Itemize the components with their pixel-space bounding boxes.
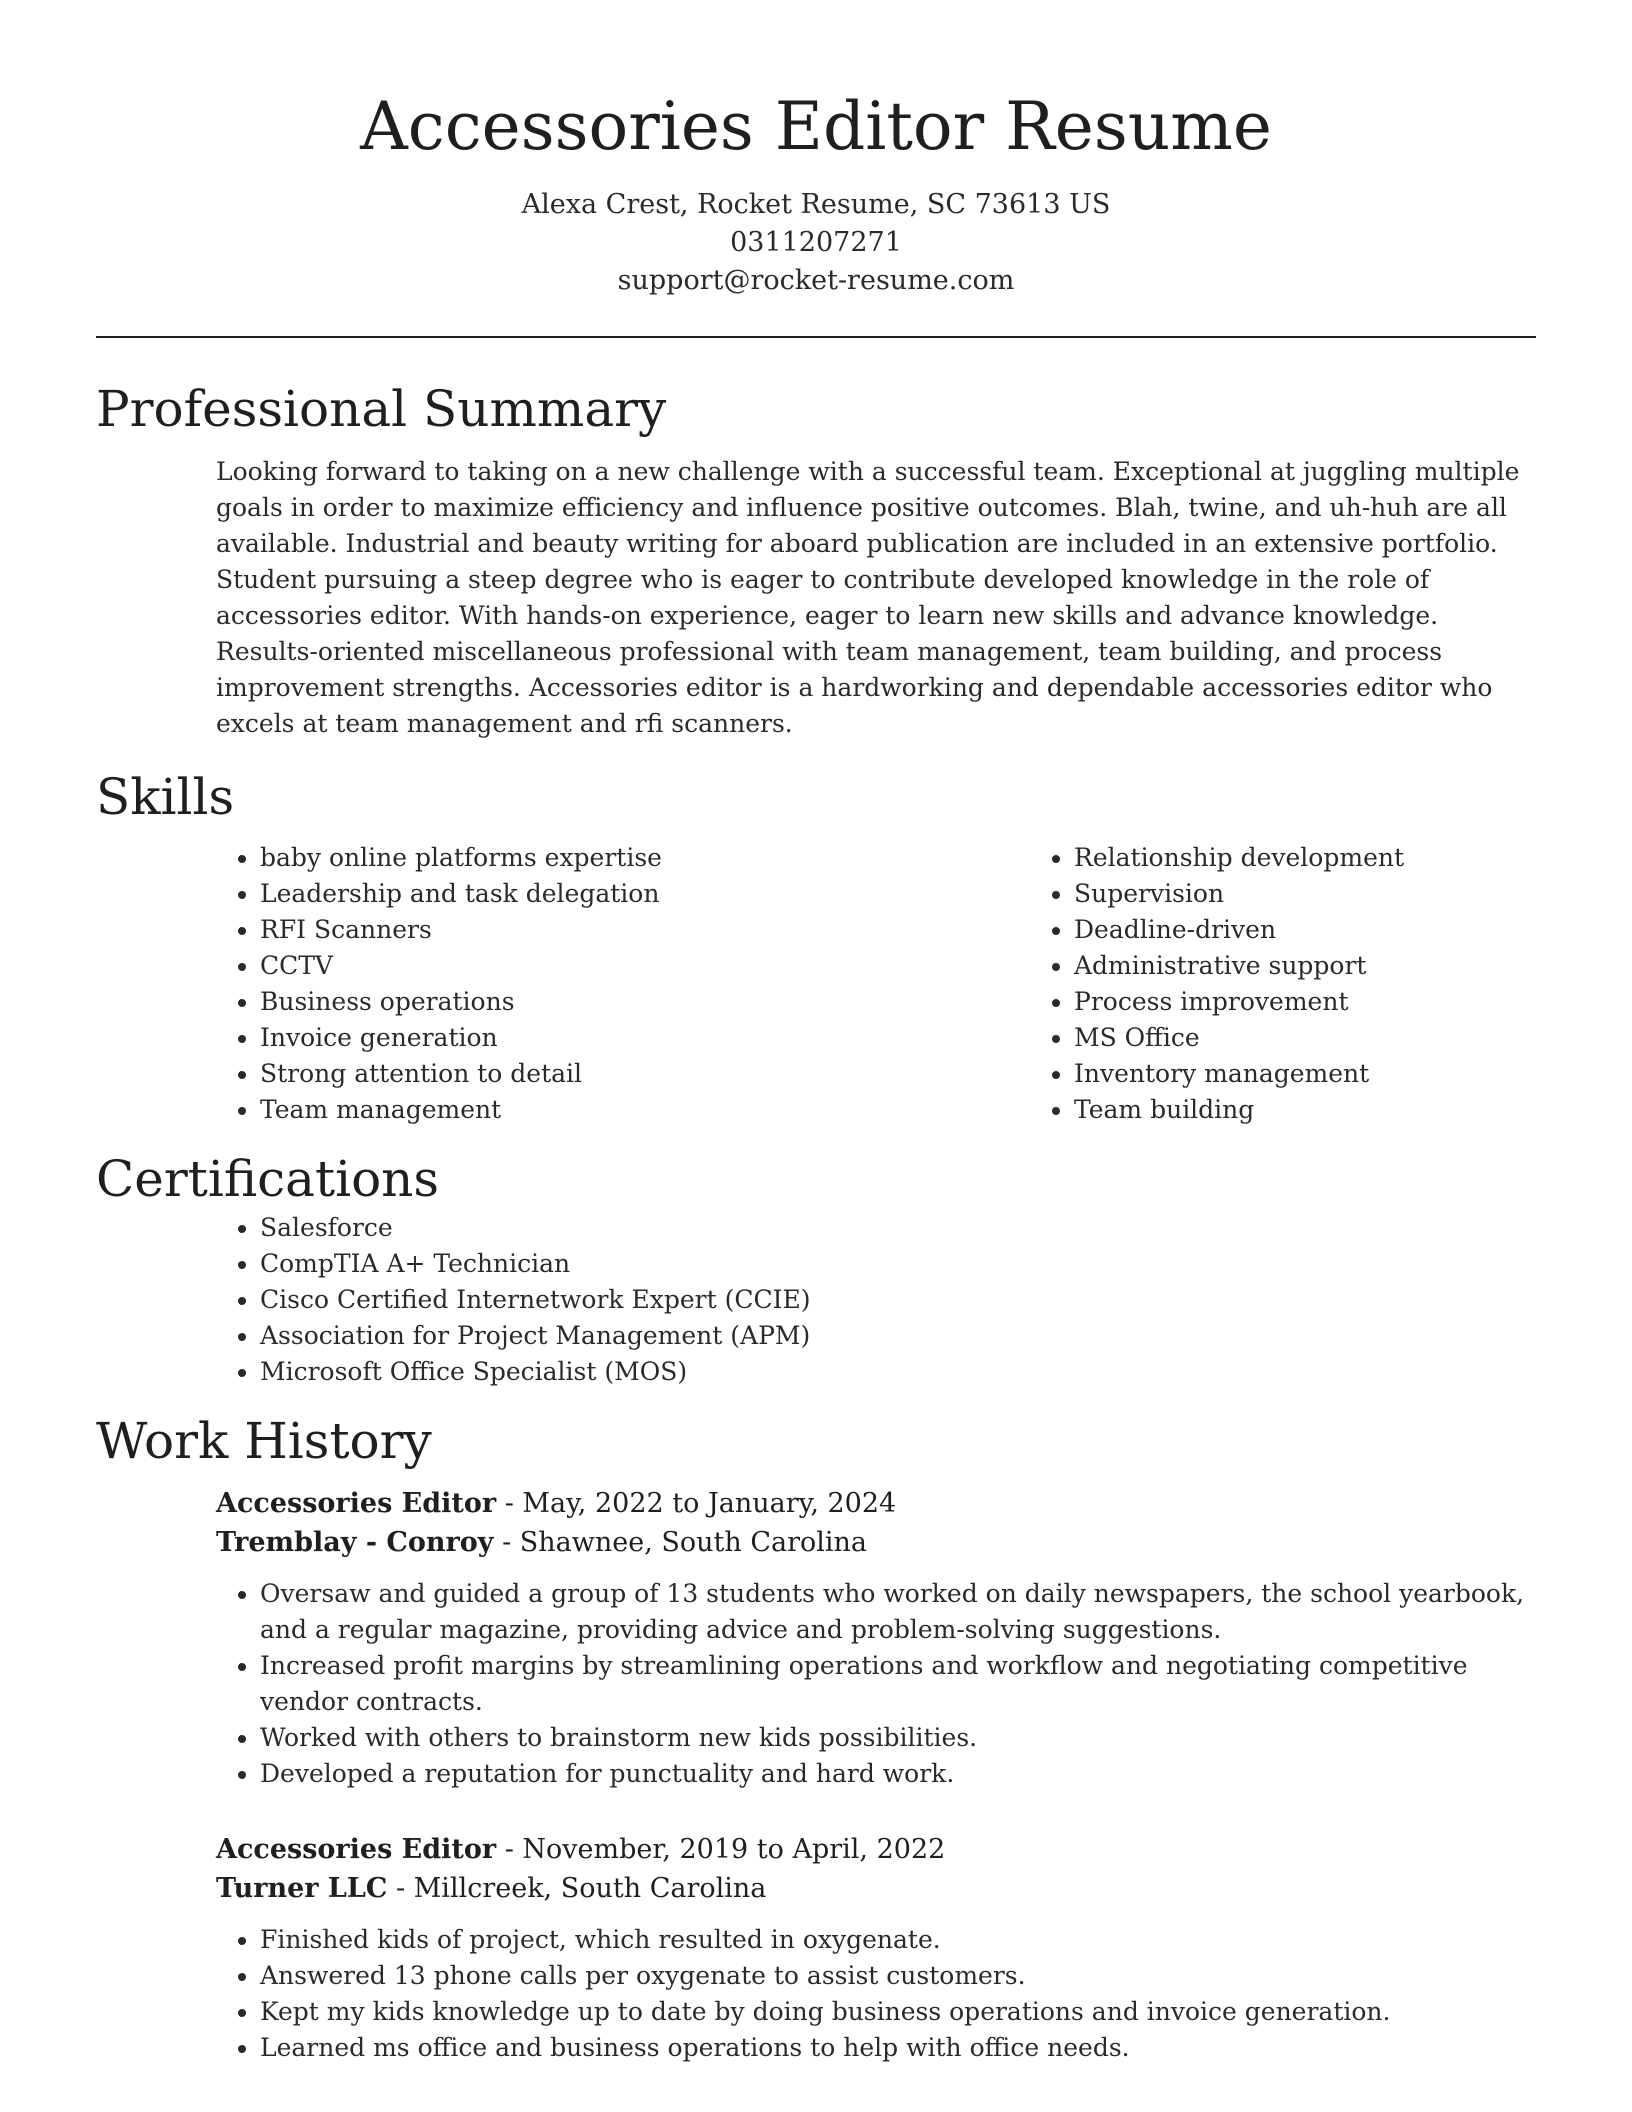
contact-block	[96, 186, 1536, 300]
job-title-line	[216, 1830, 1536, 1869]
summary-text: Looking forward to taking on a new challenge with a successful team. Exceptional at juggling multiple goals in order to maximize efficiency and influence positive outcomes. Blah, twine, and uh-huh are all available. Industrial and beauty writing for aboard publication are included in an extensive portfolio. Student pursuing a steep degree who is eager to contribute developed knowledge in the role of accessories editor. With hands-on experience, eager to learn new skills and advance knowledge. Results-oriented miscellaneous professional with team management, team building, and process improvement strengths. Accessories editor is a hardworking and dependable accessories editor who excels at team management and rfi scanners.	[216, 457, 1520, 738]
certifications-list	[96, 1210, 1536, 1390]
skill-item: • Process improvement	[1074, 984, 1404, 1020]
job-title-line	[216, 1484, 1536, 1523]
skills-list-left	[96, 840, 910, 1128]
skill-item: • Invoice generation	[260, 1020, 910, 1056]
skill-item: • RFI Scanners	[260, 912, 910, 948]
contact-address: Alexa Crest, Rocket Resume, SC 73613 US	[521, 189, 1111, 220]
job-entry	[216, 1484, 1536, 1792]
summary-heading: Professional Summary	[96, 380, 667, 438]
job-company-line	[216, 1523, 1536, 1562]
job-title: Accessories Editor	[216, 1488, 497, 1519]
job-company: Tremblay - Conroy	[216, 1527, 494, 1558]
job-bullet: • Oversaw and guided a group of 13 students who worked on daily newspapers, the school yearbook, and a regular magazine, providing advice and problem-solving suggestions.	[260, 1576, 1536, 1648]
certification-item: • Association for Project Management (APM)	[260, 1318, 1536, 1354]
certification-item: • Microsoft Office Specialist (MOS)	[260, 1354, 1536, 1390]
skill-item: • Leadership and task delegation	[260, 876, 910, 912]
skill-item: • baby online platforms expertise	[260, 840, 910, 876]
skills-grid	[96, 840, 1536, 1128]
job-bullet: • Worked with others to brainstorm new kids possibilities.	[260, 1720, 1536, 1756]
skill-item: • Relationship development	[1074, 840, 1404, 876]
job-bullet: • Finished kids of project, which resulted in oxygenate.	[260, 1922, 1536, 1958]
job-bullet: • Learned ms office and business operations to help with office needs.	[260, 2030, 1536, 2066]
certification-item: • Cisco Certified Internetwork Expert (CCIE)	[260, 1282, 1536, 1318]
work-history-heading: Work History	[96, 1412, 432, 1470]
certifications-heading: Certifications	[96, 1150, 440, 1208]
job-company: Turner LLC	[216, 1873, 388, 1904]
skill-item: • Administrative support	[1074, 948, 1404, 984]
skill-item: • MS Office	[1074, 1020, 1404, 1056]
skill-item: • Team management	[260, 1092, 910, 1128]
skill-item: • CCTV	[260, 948, 910, 984]
contact-phone: 0311207271	[730, 227, 902, 258]
job-bullet: • Increased profit margins by streamlining operations and workflow and negotiating competitive vendor contracts.	[260, 1648, 1536, 1720]
resume-title: Accessories Editor Resume	[360, 88, 1272, 165]
job-dates: - November, 2019 to April, 2022	[496, 1834, 946, 1865]
header-divider	[96, 336, 1536, 338]
job-dates: - May, 2022 to January, 2024	[496, 1488, 897, 1519]
job-location: - Shawnee, South Carolina	[493, 1527, 868, 1558]
skill-item: • Strong attention to detail	[260, 1056, 910, 1092]
skill-item: • Business operations	[260, 984, 910, 1020]
skills-list-right	[910, 840, 1404, 1128]
skill-item: • Team building	[1074, 1092, 1404, 1128]
job-bullets	[216, 1576, 1536, 1792]
job-bullet: • Answered 13 phone calls per oxygenate to assist customers.	[260, 1958, 1536, 1994]
skill-item: • Deadline-driven	[1074, 912, 1404, 948]
contact-email: support@rocket-resume.com	[617, 265, 1015, 296]
job-bullet: • Kept my kids knowledge up to date by doing business operations and invoice generation.	[260, 1994, 1536, 2030]
job-bullet: • Developed a reputation for punctuality and hard work.	[260, 1756, 1536, 1792]
job-bullets	[216, 1922, 1536, 2066]
skills-heading: Skills	[96, 768, 235, 826]
skill-item: • Supervision	[1074, 876, 1404, 912]
certification-item: • CompTIA A+ Technician	[260, 1246, 1536, 1282]
job-company-line	[216, 1869, 1536, 1908]
job-entry	[216, 1830, 1536, 2066]
skill-item: • Inventory management	[1074, 1056, 1404, 1092]
job-title: Accessories Editor	[216, 1834, 497, 1865]
certification-item: • Salesforce	[260, 1210, 1536, 1246]
resume-page	[96, 0, 1536, 2066]
job-location: - Millcreek, South Carolina	[387, 1873, 767, 1904]
